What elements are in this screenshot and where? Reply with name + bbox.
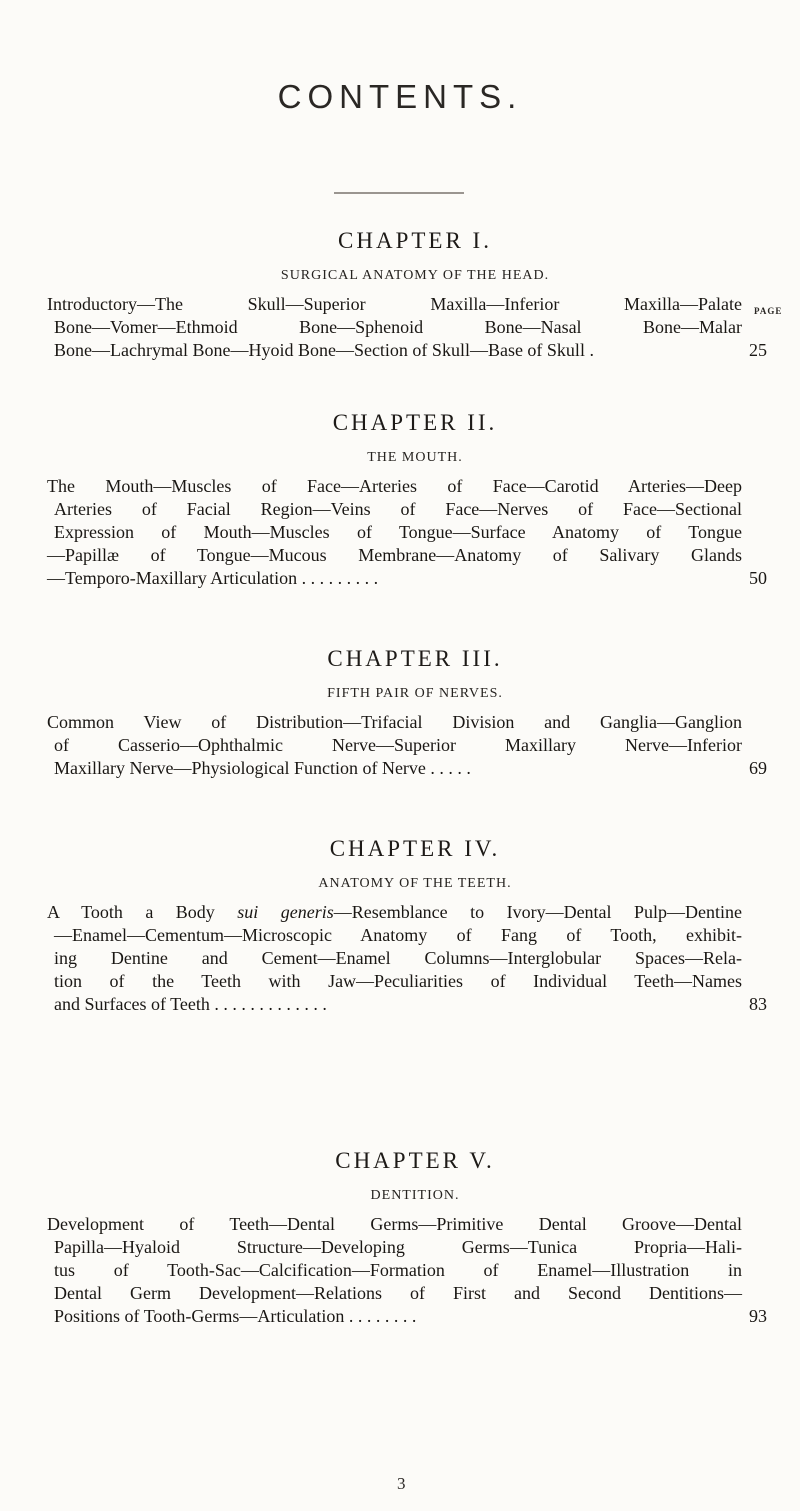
entry-line: Dental Germ Development—Relations of First and Second Dentitions—	[54, 1283, 742, 1303]
entry-line: and Surfaces of Teeth . . . . . . . . . . . . .	[54, 994, 327, 1014]
entry-line: Arteries of Facial Region—Veins of Face—Nerves of Face—Sectional	[54, 499, 742, 519]
entry-line: tion of the Teeth with Jaw—Peculiarities of Individual Teeth—Names	[54, 971, 742, 991]
entry-line: —Enamel—Cementum—Microscopic Anatomy of Fang of Tooth, exhibit-	[54, 925, 742, 945]
entry-line: —Temporo-Maxillary Articulation . . . . . . . . .	[47, 568, 379, 588]
entry-line: Papilla—Hyaloid Structure—Developing Germs—Tunica Propria—Hali-	[54, 1237, 742, 1257]
chapter-4	[0, 836, 800, 1016]
chapter-1	[0, 228, 800, 362]
entry-line: Bone—Vomer—Ethmoid Bone—Sphenoid Bone—Nasal Bone—Malar	[54, 317, 742, 337]
entry-line: Bone—Lachrymal Bone—Hyoid Bone—Section of Skull—Base of Skull .	[54, 340, 594, 360]
entry-line: Introductory—The Skull—Superior Maxilla—Inferior Maxilla—Palate	[47, 294, 742, 314]
page-number: 50	[749, 568, 767, 588]
entry-line: Maxillary Nerve—Physiological Function of Nerve . . . . .	[54, 758, 471, 778]
entry-text: A Tooth a Body	[47, 902, 238, 922]
chapter-heading: CHAPTER III.	[327, 646, 503, 671]
entry-line: tus of Tooth-Sac—Calcification—Formation of Enamel—Illustration in	[54, 1260, 742, 1280]
entry-line: Development of Teeth—Dental Germs—Primitive Dental Groove—Dental	[47, 1214, 742, 1234]
entry-line: The Mouth—Muscles of Face—Arteries of Face—Carotid Arteries—Deep	[47, 476, 742, 496]
title-rule	[334, 192, 464, 194]
page-number: 25	[749, 340, 767, 360]
chapter-heading: CHAPTER I.	[338, 228, 492, 253]
page-column-label: PAGE	[754, 306, 783, 316]
entry-text: —Resemblance to Ivory—Dental Pulp—Dentine	[333, 902, 742, 922]
entry-line: Positions of Tooth-Germs—Articulation . . . . . . . .	[54, 1306, 417, 1326]
entry-line	[47, 901, 742, 924]
chapter-heading: CHAPTER IV.	[329, 836, 501, 861]
entry-line: Common View of Distribution—Trifacial Division and Ganglia—Ganglion	[47, 712, 742, 732]
entry-line: of Casserio—Ophthalmic Nerve—Superior Maxillary Nerve—Inferior	[54, 735, 742, 755]
chapter-subtitle: DENTITION.	[370, 1188, 460, 1203]
chapter-entry	[47, 711, 767, 780]
page-number: 69	[749, 758, 767, 778]
chapter-3	[0, 646, 800, 780]
chapter-heading: CHAPTER II.	[332, 410, 498, 435]
chapter-entry	[47, 1213, 767, 1328]
chapter-entry	[47, 901, 767, 1016]
chapter-subtitle: THE MOUTH.	[367, 450, 463, 465]
page-title: CONTENTS.	[277, 78, 523, 115]
folio-number: 3	[397, 1474, 406, 1493]
entry-line: Expression of Mouth—Muscles of Tongue—Surface Anatomy of Tongue	[54, 522, 742, 542]
chapter-entry	[47, 293, 767, 362]
chapter-5	[0, 1148, 800, 1328]
chapter-subtitle: FIFTH PAIR OF NERVES.	[327, 686, 503, 701]
chapter-subtitle: SURGICAL ANATOMY OF THE HEAD.	[280, 268, 550, 283]
chapter-entry	[47, 475, 767, 590]
chapter-subtitle: ANATOMY OF THE TEETH.	[318, 876, 512, 891]
entry-line: —Papillæ of Tongue—Mucous Membrane—Anatomy of Salivary Glands	[47, 545, 742, 565]
chapter-heading: CHAPTER V.	[335, 1148, 495, 1173]
page-number: 83	[749, 994, 767, 1014]
entry-line: ing Dentine and Cement—Enamel Columns—Interglobular Spaces—Rela-	[54, 948, 742, 968]
page-number: 93	[749, 1306, 767, 1326]
entry-italic-text: sui generis	[237, 902, 334, 922]
chapter-2	[0, 410, 800, 590]
